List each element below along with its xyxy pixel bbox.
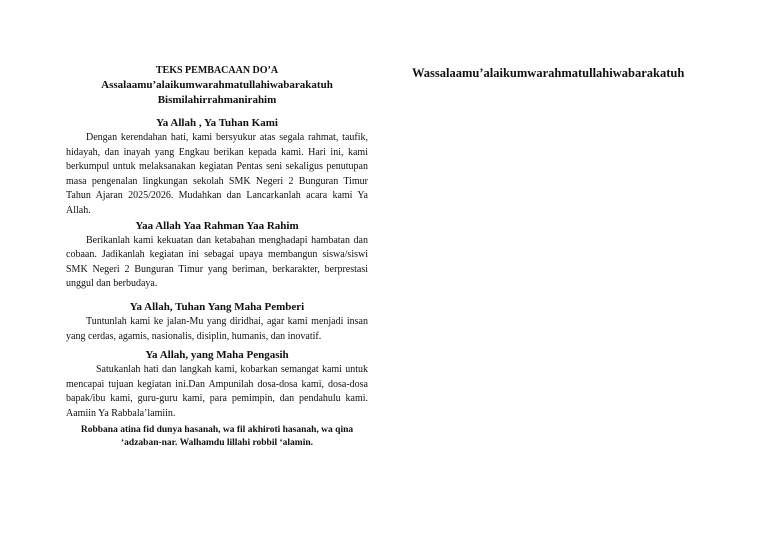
closing-prayer-line: ‘adzaban-nar. Walhamdu lillahi robbil ‘alamin. (121, 437, 313, 448)
prayer-text-column (66, 64, 368, 450)
document-title: TEKS PEMBACAAN DO’A (155, 65, 279, 76)
section-heading: Yaa Allah Yaa Rahman Yaa Rahim (135, 219, 299, 232)
section-paragraph: Dengan kerendahan hati, kami bersyukur atas segala rahmat, taufik, hidayah, dan inayah yang Engkau berikan kepada kami. Hari ini, kami berkumpul untuk melaksanakan kegiatan Pentas seni sekaligus penutupan masa pengenalan lingkungan sekolah SMK Negeri 2 Bunguran Timur Tahun Ajaran 2025/2026. Mudahkan dan Lancarkanlah acara kami Ya Allah. (66, 132, 368, 216)
basmalah: Bismilahirrahmanirahim (157, 94, 277, 106)
closing-prayer-line: Robbana atina fid dunya hasanah, wa fil akhiroti hasanah, wa qina (80, 424, 354, 435)
section-paragraph: Berikanlah kami kekuatan dan ketabahan menghadapi hambatan dan cobaan. Jadikanlah kegiatan ini sebagai upaya membangun siswa/siswi SMK Negeri 2 Bunguran Timur yang beriman, berkarakter, berprestasi unggul dan berbudaya. (66, 234, 368, 290)
opening-greeting: Assalaamu’alaikumwarahmatullahiwabarakatuh (101, 79, 333, 91)
closing-column (412, 64, 712, 82)
closing-greeting: Wassalaamu’alaikumwarahmatullahiwabarakatuh (412, 66, 685, 80)
section-heading: Ya Allah, yang Maha Pengasih (145, 349, 289, 362)
section-heading: Ya Allah , Ya Tuhan Kami (156, 117, 278, 129)
closing-prayer (66, 424, 368, 450)
section-paragraph: Satukanlah hati dan langkah kami, kobarkan semangat kami untuk mencapai tujuan kegiatan ini.Dan Ampunilah dosa-dosa kami, dosa-dosa bapak/ibu kami, guru-guru kami, para pemimpin, dan pendahulu kami. Aamiin Ya Rabbala’lamiin. (66, 364, 368, 419)
section-paragraph: Tuntunlah kami ke jalan-Mu yang diridhai, agar kami menjadi insan yang cerdas, agamis, nasionalis, disiplin, humanis, dan inovatif. (66, 315, 368, 342)
section-heading: Ya Allah, Tuhan Yang Maha Pemberi (129, 300, 305, 313)
